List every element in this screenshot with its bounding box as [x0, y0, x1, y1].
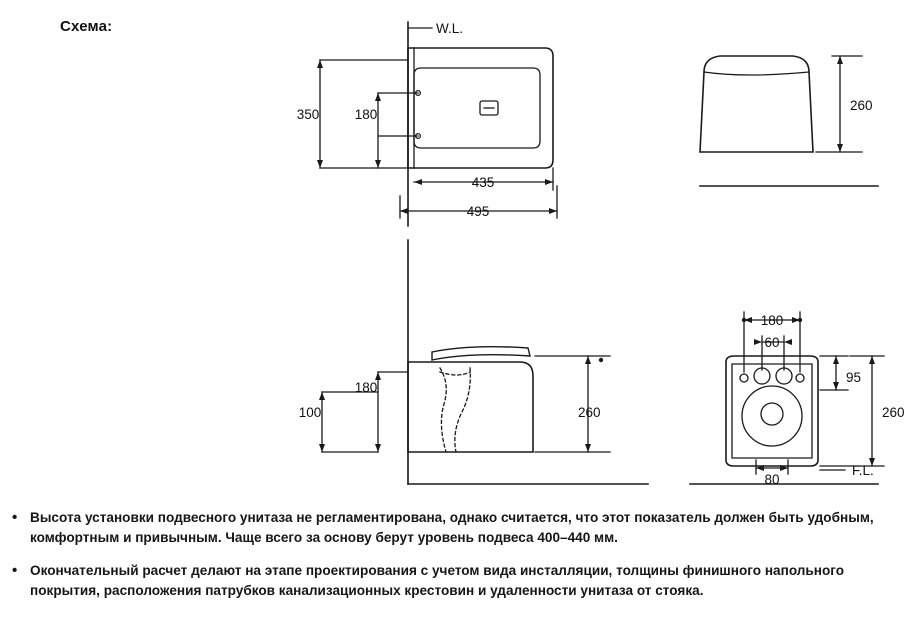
- list-item: [0, 508, 878, 547]
- note-text: Высота установки подвесного унитаза не регламентирована, однако считается, что этот показатель должен быть удобным, комфортным и привычным. Чаще всего за основу берут уровень подвеса 400–440 мм.: [30, 510, 874, 545]
- dim-elev-180: 180: [354, 380, 378, 395]
- note-text: Окончательный расчет делают на этапе проектирования с учетом вида инсталляции, толщины финишного напольного покрытия, расположения патрубков канализационных крестовин и удаленности унитаза от стояка.: [30, 563, 845, 599]
- dim-plan-180: 180: [354, 107, 378, 122]
- label-floor-line: F.L.: [852, 463, 874, 478]
- dim-back-180: 180: [760, 313, 784, 328]
- label-water-line: W.L.: [436, 21, 464, 36]
- dim-elev-260: 260: [578, 405, 601, 420]
- list-item: [0, 561, 878, 600]
- dim-plan-435: 435: [471, 175, 495, 190]
- page-title: Схема:: [60, 18, 113, 35]
- dim-elev-100: 100: [298, 405, 322, 420]
- dim-plan-495: 495: [466, 204, 490, 219]
- dim-back-260: 260: [882, 405, 905, 420]
- dim-back-60: 60: [764, 335, 780, 350]
- bullet-icon: •: [12, 509, 18, 526]
- dim-back-80: 80: [764, 472, 780, 487]
- dim-side-260: 260: [850, 98, 873, 113]
- dim-plan-350: 350: [296, 107, 320, 122]
- notes-list: [0, 508, 910, 615]
- dim-back-95: 95: [846, 370, 862, 385]
- bullet-icon: •: [12, 562, 18, 580]
